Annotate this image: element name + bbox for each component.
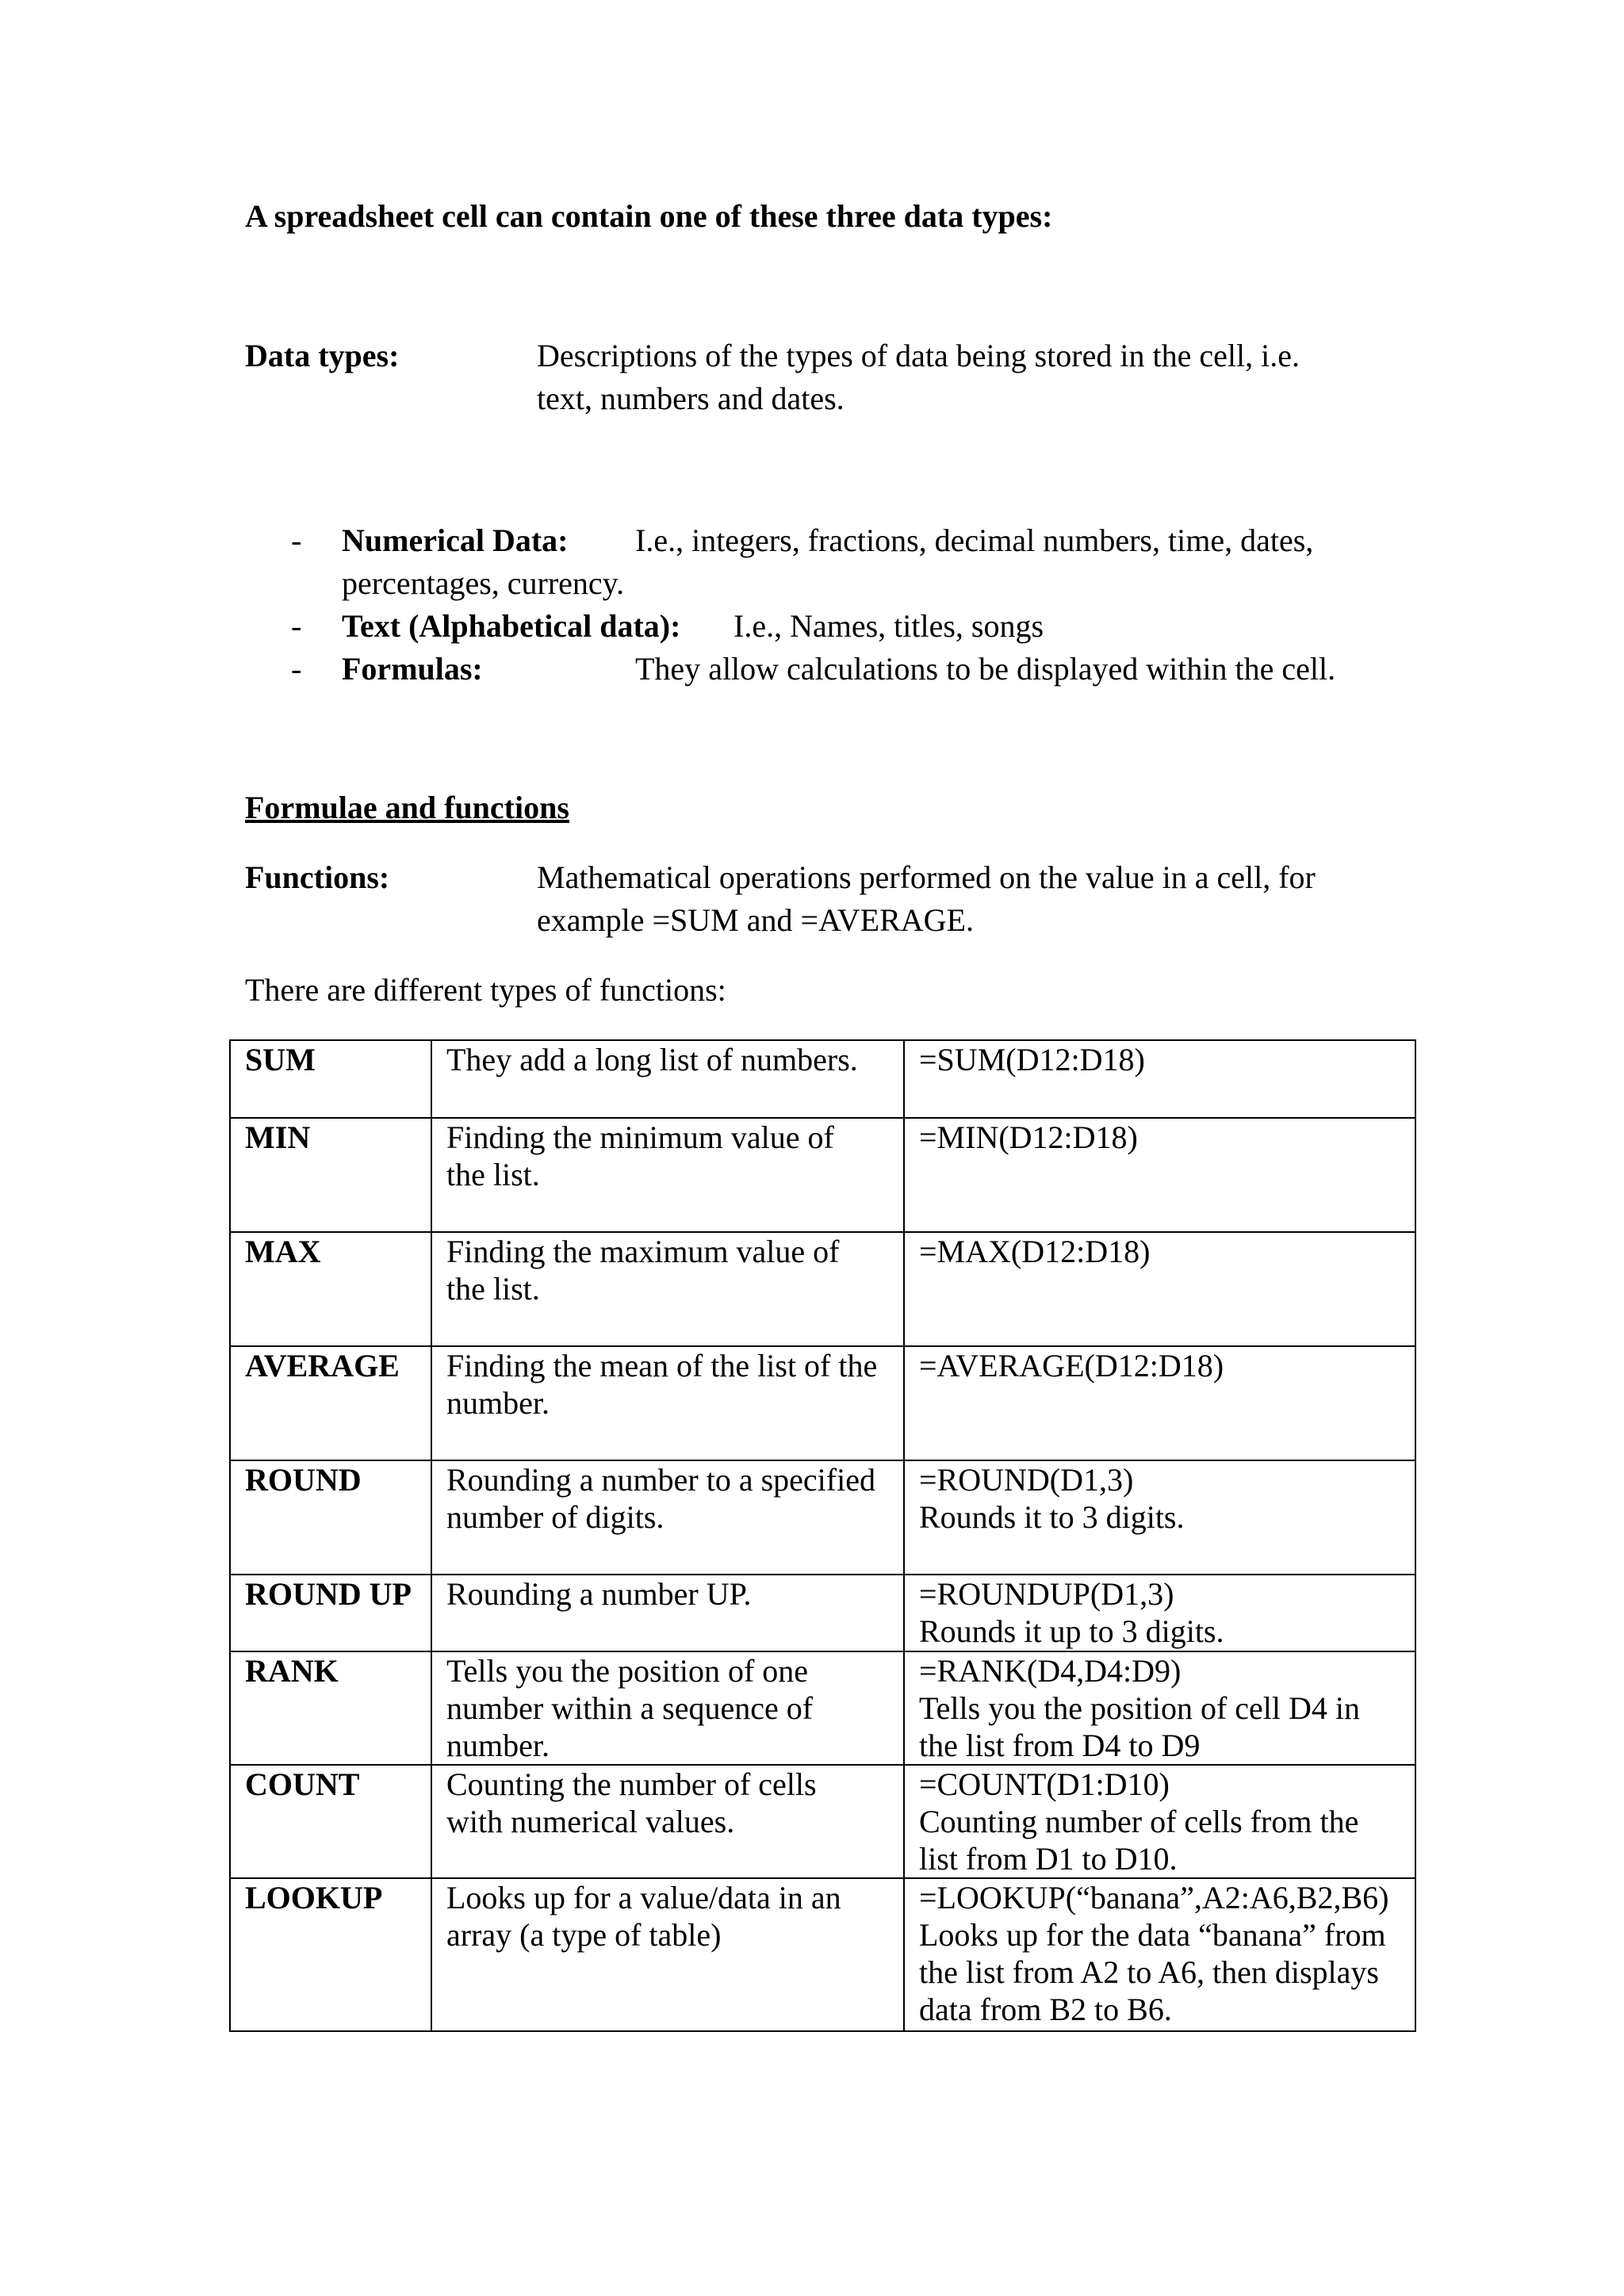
- bullet-term-text: Text (Alphabetical data):: [342, 608, 681, 644]
- formula-line: the list from A2 to A6, then displays: [919, 1954, 1379, 1990]
- description-line: Counting the number of cells: [446, 1766, 817, 1802]
- formula-line: =MIN(D12:D18): [919, 1119, 1138, 1155]
- data-types-definition-line: text, numbers and dates.: [537, 381, 845, 416]
- function-formula: [904, 1232, 1415, 1346]
- function-description: [431, 1232, 904, 1346]
- functions-table: [229, 1039, 1416, 2032]
- functions-definition-line: example =SUM and =AVERAGE.: [537, 902, 974, 938]
- function-formula: [904, 1460, 1415, 1575]
- function-name: AVERAGE: [230, 1346, 431, 1460]
- formula-line: Rounds it up to 3 digits.: [919, 1613, 1224, 1649]
- description-line: Finding the minimum value of: [446, 1119, 834, 1155]
- formula-line: =LOOKUP(“banana”,A2:A6,B2,B6): [919, 1880, 1389, 1915]
- table-row: [230, 1346, 1415, 1460]
- description-line: Looks up for a value/data in an: [446, 1880, 841, 1915]
- table-row: [230, 1765, 1415, 1878]
- description-line: with numerical values.: [446, 1804, 735, 1839]
- bullet-definition-numerical-continued: percentages, currency.: [342, 565, 625, 601]
- function-description: [431, 1575, 904, 1651]
- description-line: number.: [446, 1728, 550, 1763]
- formula-line: =SUM(D12:D18): [919, 1042, 1145, 1077]
- function-formula: [904, 1765, 1415, 1878]
- function-name: SUM: [230, 1040, 431, 1118]
- description-line: number.: [446, 1385, 550, 1421]
- function-formula: [904, 1346, 1415, 1460]
- data-types-term: Data types:: [245, 338, 400, 373]
- description-line: array (a type of table): [446, 1917, 722, 1953]
- functions-intro: There are different types of functions:: [245, 972, 726, 1008]
- description-line: the list.: [446, 1271, 540, 1307]
- bullet-definition-formulas: They allow calculations to be displayed within the cell.: [635, 651, 1336, 687]
- table-row: [230, 1651, 1415, 1765]
- functions-definition: [537, 856, 1409, 942]
- formula-line: =ROUNDUP(D1,3): [919, 1576, 1174, 1612]
- description-line: Rounding a number to a specified: [446, 1462, 875, 1498]
- table-row: [230, 1878, 1415, 2031]
- function-description: [431, 1765, 904, 1878]
- data-types-definition: [537, 335, 1409, 420]
- table-row: [230, 1232, 1415, 1346]
- description-line: Tells you the position of one: [446, 1653, 809, 1689]
- formula-line: Rounds it to 3 digits.: [919, 1499, 1185, 1535]
- function-description: [431, 1118, 904, 1232]
- function-name: COUNT: [230, 1765, 431, 1878]
- function-name: RANK: [230, 1651, 431, 1765]
- formula-line: =ROUND(D1,3): [919, 1462, 1134, 1498]
- bullet-definition-numerical: I.e., integers, fractions, decimal numbers, time, dates,: [635, 522, 1314, 558]
- table-row: [230, 1575, 1415, 1651]
- function-name: MAX: [230, 1232, 431, 1346]
- description-line: the list.: [446, 1157, 540, 1192]
- description-line: number of digits.: [446, 1499, 665, 1535]
- description-line: Rounding a number UP.: [446, 1576, 752, 1612]
- data-types-definition-line: Descriptions of the types of data being stored in the cell, i.e.: [537, 338, 1300, 373]
- formula-line: Looks up for the data “banana” from: [919, 1917, 1386, 1953]
- formula-line: =AVERAGE(D12:D18): [919, 1348, 1224, 1383]
- table-row: [230, 1460, 1415, 1575]
- formula-line: =RANK(D4,D4:D9): [919, 1653, 1182, 1689]
- function-name: ROUND UP: [230, 1575, 431, 1651]
- function-description: [431, 1040, 904, 1118]
- bullet-dash: -: [291, 608, 302, 644]
- bullet-definition-text: I.e., Names, titles, songs: [733, 608, 1044, 644]
- description-line: They add a long list of numbers.: [446, 1042, 858, 1077]
- bullet-dash: -: [291, 522, 302, 558]
- intro-heading: A spreadsheet cell can contain one of these three data types:: [245, 198, 1053, 234]
- function-formula: [904, 1878, 1415, 2031]
- table-row: [230, 1040, 1415, 1118]
- table-row: [230, 1118, 1415, 1232]
- formula-line: Tells you the position of cell D4 in: [919, 1690, 1361, 1726]
- function-description: [431, 1878, 904, 2031]
- formula-line: list from D1 to D10.: [919, 1841, 1178, 1877]
- formula-line: Counting number of cells from the: [919, 1804, 1359, 1839]
- formula-line: the list from D4 to D9: [919, 1728, 1201, 1763]
- section-heading-formulae: Formulae and functions: [245, 790, 569, 825]
- functions-term: Functions:: [245, 859, 390, 895]
- function-name: MIN: [230, 1118, 431, 1232]
- description-line: Finding the mean of the list of the: [446, 1348, 878, 1383]
- bullet-term-formulas: Formulas:: [342, 651, 483, 687]
- formula-line: =MAX(D12:D18): [919, 1234, 1151, 1269]
- function-description: [431, 1346, 904, 1460]
- function-formula: [904, 1651, 1415, 1765]
- function-formula: [904, 1118, 1415, 1232]
- function-description: [431, 1460, 904, 1575]
- description-line: Finding the maximum value of: [446, 1234, 840, 1269]
- formula-line: data from B2 to B6.: [919, 1992, 1172, 2027]
- function-name: LOOKUP: [230, 1878, 431, 2031]
- bullet-term-numerical: Numerical Data:: [342, 522, 569, 558]
- function-name: ROUND: [230, 1460, 431, 1575]
- bullet-dash: -: [291, 651, 302, 687]
- description-line: number within a sequence of: [446, 1690, 814, 1726]
- formula-line: =COUNT(D1:D10): [919, 1766, 1170, 1802]
- functions-definition-line: Mathematical operations performed on the value in a cell, for: [537, 859, 1316, 895]
- function-description: [431, 1651, 904, 1765]
- function-formula: [904, 1040, 1415, 1118]
- function-formula: [904, 1575, 1415, 1651]
